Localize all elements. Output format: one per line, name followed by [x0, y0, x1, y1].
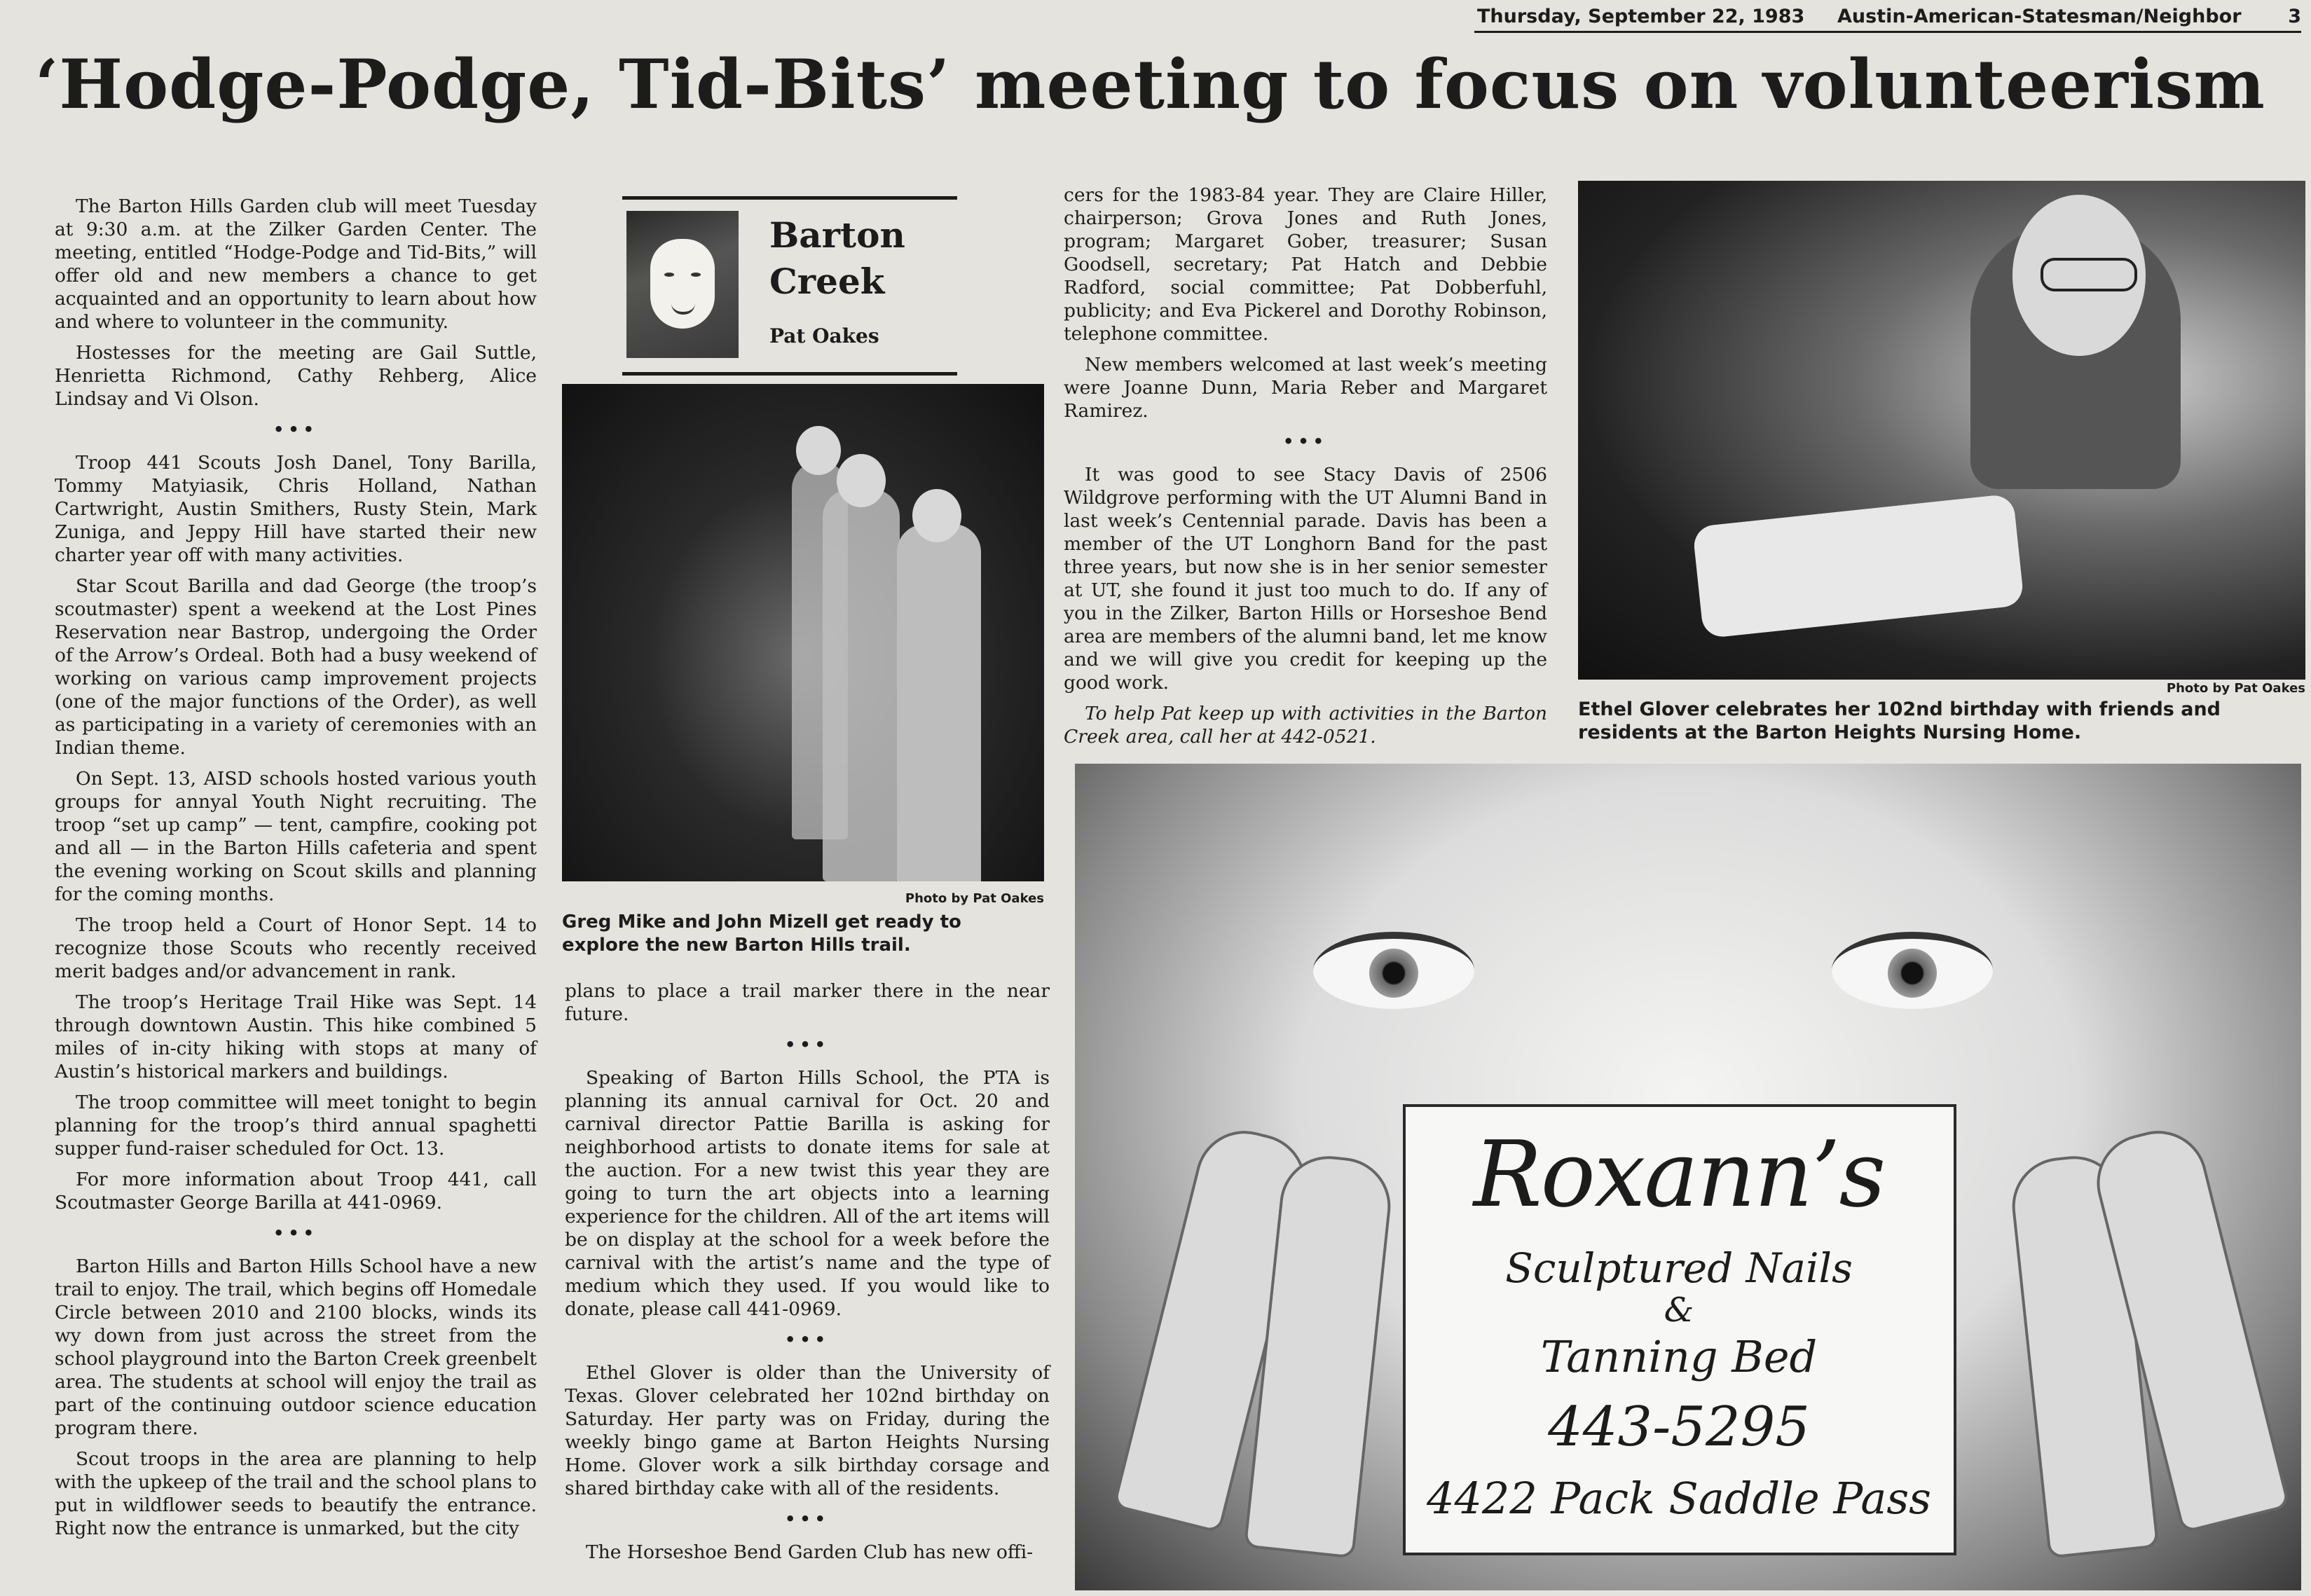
paragraph: Star Scout Barilla and dad George (the troop’s scoutmaster) spent a weekend at the Lost Pines Reservation near Bastrop, undergoing the Order of the Arrow’s Ordeal. Both had a busy weekend of working on various camp improvement projects (one of the major functions of the Order), as well as participating in a variety of ceremonies with an Indian theme. [55, 575, 537, 759]
article-column-2 [565, 979, 1050, 1571]
photo-caption: Greg Mike and John Mizell get ready to explore the new Barton Hills trail. [562, 911, 961, 956]
eye-illustration [1832, 932, 1993, 1009]
paragraph: Speaking of Barton Hills School, the PTA is planning its annual carnival for Oct. 20 and carnival director Pattie Barilla is asking for neighborhood artists to donate items for sale at the auction. For a new twist this year they are going to turn the art objects into a learning experience for the children. All of the art items will be on display at the school for a week before the carnival with the artist’s name and the type of medium which they used. If you would like to donate, please call 441-0969. [565, 1067, 1050, 1320]
ad-service-2: Tanning Bed [1540, 1331, 1818, 1382]
headline: ‘Hodge-Podge, Tid-Bits’ meeting to focus on volunteerism [35, 45, 2265, 124]
paragraph: plans to place a trail marker there in the near future. [565, 980, 1050, 1025]
ad-ampersand: & [1664, 1291, 1694, 1330]
boys-on-trail-photo [562, 384, 1044, 881]
birthday-photo [1578, 181, 2305, 680]
paragraph: It was good to see Stacy Davis of 2506 Wildgrove performing with the UT Alumni Band in last week’s Centennial parade. Davis has been a member of the UT Longhorn Band for the past three years, but now she is in her senior semester at UT, she found it just too much to do. If any of you in the Zilker, Barton Hills or Horseshoe Bend area are members of the alumni band, let me know and we will give you credit for keeping up the good work. [1064, 464, 1547, 694]
paragraph: On Sept. 13, AISD schools hosted various youth groups for annyal Youth Night recruiting. The troop “set up camp” — tent, campfire, cooking pot and all — in the Barton Hills cafeteria and spent the evening working on Scout skills and planning for the coming months. [55, 768, 537, 905]
column-author: Pat Oakes [769, 324, 879, 348]
paragraph: Ethel Glover is older than the University of Texas. Glover celebrated her 102nd birthday on Saturday. Her party was on Friday, during the weekly bingo game at Barton Heights Nursing Home. Glover work a silk birthday corsage and shared birthday cake with all of the residents. [565, 1362, 1050, 1499]
paragraph: New members welcomed at last week’s meeting were Joanne Dunn, Maria Reber and Margaret Ramirez. [1064, 354, 1547, 422]
eye-illustration [1313, 932, 1474, 1009]
ad-address: 4422 Pack Saddle Pass [1427, 1473, 1931, 1524]
article-column-3 [1064, 184, 1547, 756]
paragraph: The troop’s Heritage Trail Hike was Sept. 14 through downtown Austin. This hike combined 5 miles of in-city hiking with stops at many of Austin’s historical markers and buildings. [55, 991, 537, 1082]
contact-note: To help Pat keep up with activities in the Barton Creek area, call her at 442-0521. [1064, 703, 1547, 748]
photo-credit: Photo by Pat Oakes [2166, 681, 2305, 696]
paragraph: cers for the 1983-84 year. They are Claire Hiller, chairperson; Grova Jones and Ruth Jones, program; Margaret Gober, treasurer; Susan Goodsell, secretary; Pat Hatch and Debbie Radford, social committee; Pat Dobberfuhl, publicity; and Eva Pickerel and Dorothy Robinson, telephone committee. [1064, 184, 1547, 345]
roxanns-advertisement [1075, 764, 2301, 1590]
ad-service-1: Sculptured Nails [1505, 1244, 1853, 1292]
paragraph: For more information about Troop 441, call Scoutmaster George Barilla at 441-0969. [55, 1169, 537, 1213]
author-portrait [626, 211, 739, 358]
ad-text-box [1403, 1104, 1956, 1555]
paper-name: Austin-American-Statesman/Neighbor [1837, 6, 2242, 27]
paragraph: Scout troops in the area are planning to help with the upkeep of the trail and the school plans to put in wildflower seeds to beautify the entrance. Right now the entrance is unmarked, but the city [55, 1448, 537, 1539]
column-title: Barton Creek [769, 214, 905, 302]
photo-caption: Ethel Glover celebrates her 102nd birthday with friends and residents at the Barton Heights Nursing Home. [1578, 699, 2221, 743]
paragraph: Hostesses for the meeting are Gail Suttle, Henrietta Richmond, Cathy Rehberg, Alice Lindsay and Vi Olson. [55, 342, 537, 410]
paragraph: The Barton Hills Garden club will meet Tuesday at 9:30 a.m. at the Zilker Garden Center. The meeting, entitled “Hodge-Podge and Tid-Bits,” will offer old and new members a chance to get acquainted and an opportunity to learn about how and where to volunteer in the community. [55, 195, 537, 333]
paragraph: The troop held a Court of Honor Sept. 14 to recognize those Scouts who recently received merit badges and/or advancement in rank. [55, 914, 537, 982]
paragraph: The Horseshoe Bend Garden Club has new offi- [586, 1541, 1034, 1563]
section-separator: ••• [1282, 432, 1329, 451]
section-separator: ••• [784, 1509, 830, 1529]
ad-brand: Roxann’s [1473, 1121, 1885, 1227]
section-separator: ••• [273, 1223, 319, 1243]
ad-phone: 443-5295 [1548, 1396, 1810, 1459]
article-column-1 [55, 195, 537, 1548]
page-number: 3 [2288, 6, 2301, 27]
masthead [1474, 4, 2301, 33]
issue-date: Thursday, September 22, 1983 [1477, 6, 1805, 27]
section-separator: ••• [784, 1330, 830, 1349]
section-separator: ••• [273, 420, 319, 439]
paragraph: Barton Hills and Barton Hills School have a new trail to enjoy. The trail, which begins off Homedale Circle between 2010 and 2100 blocks, winds its wy down from just across the street from the school playground into the Barton Creek greenbelt area. The students at school will enjoy the trail as part of the continuing outdoor science education program there. [55, 1256, 537, 1439]
paragraph: The troop committee will meet tonight to begin planning for the troop’s third annual spaghetti supper fund-raiser scheduled for Oct. 13. [55, 1092, 537, 1160]
column-header-box [622, 196, 957, 376]
photo-credit: Photo by Pat Oakes [905, 891, 1044, 906]
paragraph: Troop 441 Scouts Josh Danel, Tony Barilla, Tommy Matyiasik, Chris Holland, Nathan Cartwright, Austin Smithers, Rusty Stein, Mark Zuniga, and Jeppy Hill have started their new charter year off with many activities. [55, 452, 537, 566]
section-separator: ••• [784, 1035, 830, 1054]
